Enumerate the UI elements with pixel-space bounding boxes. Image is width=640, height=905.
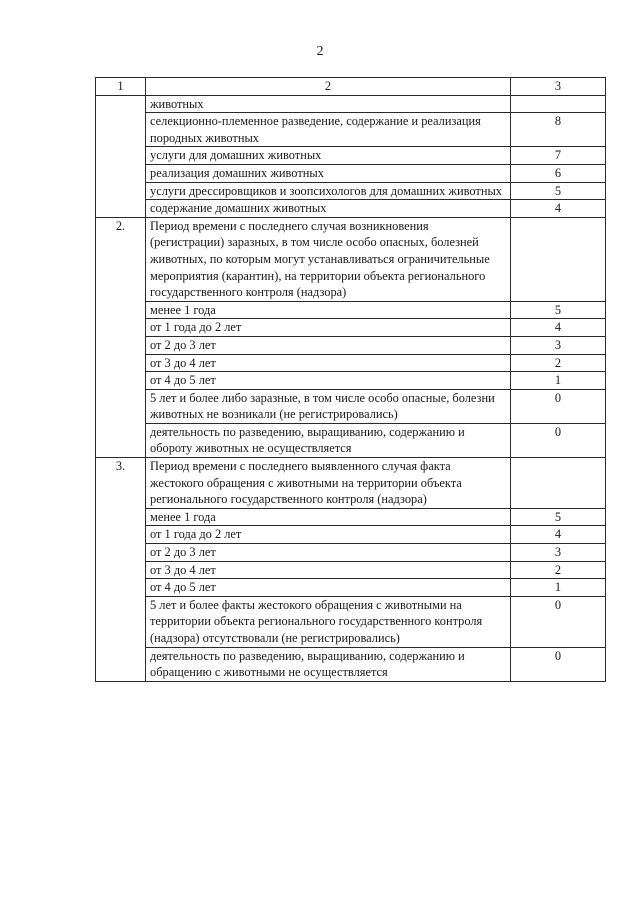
table-row: [96, 200, 606, 218]
section-title-row: [96, 217, 606, 301]
table-row: [96, 336, 606, 354]
criterion-score: 2: [511, 561, 606, 579]
criterion-score: 3: [511, 336, 606, 354]
table-row: [96, 147, 606, 165]
section-title: Период времени с последнего выявленного случая факта жестокого обращения с животными на территории объекта регионального государственного контроля (надзора): [146, 458, 511, 509]
criterion-text: животных: [146, 95, 511, 113]
table-row: [96, 596, 606, 647]
criterion-score: 4: [511, 526, 606, 544]
criterion-text: от 2 до 3 лет: [146, 544, 511, 562]
criterion-score: 0: [511, 423, 606, 457]
criterion-text: от 4 до 5 лет: [146, 579, 511, 597]
criterion-score-empty: [511, 217, 606, 301]
row-number-empty: [96, 95, 146, 217]
criterion-score: 0: [511, 647, 606, 681]
criterion-score: 5: [511, 508, 606, 526]
criterion-text: от 3 до 4 лет: [146, 561, 511, 579]
criterion-text: селекционно-племенное разведение, содержание и реализация породных животных: [146, 113, 511, 147]
criterion-text: реализация домашних животных: [146, 164, 511, 182]
table-row: [96, 113, 606, 147]
criterion-text: деятельность по разведению, выращиванию, содержанию и обороту животных не осуществляется: [146, 423, 511, 457]
section-number: 2.: [96, 217, 146, 457]
page-number: 2: [316, 44, 324, 59]
criterion-score: 8: [511, 113, 606, 147]
table-row: [96, 508, 606, 526]
criterion-score: 4: [511, 200, 606, 218]
table-row: [96, 561, 606, 579]
header-col-2: 2: [146, 78, 511, 96]
criterion-text: менее 1 года: [146, 301, 511, 319]
criterion-text: менее 1 года: [146, 508, 511, 526]
section-title: Период времени с последнего случая возникновения (регистрации) заразных, в том числе особо опасных, болезней животных, по которым могут устанавливаться ограничительные мероприятия (карантин), на территории объекта регионального государственного контроля (надзора): [146, 217, 511, 301]
criterion-score: 5: [511, 182, 606, 200]
table-row: [96, 354, 606, 372]
criterion-score: 2: [511, 354, 606, 372]
criterion-score: [511, 95, 606, 113]
criterion-score: 6: [511, 164, 606, 182]
table-row: [96, 526, 606, 544]
criterion-text: услуги дрессировщиков и зоопсихологов для домашних животных: [146, 182, 511, 200]
table-row: [96, 164, 606, 182]
criterion-text: от 1 года до 2 лет: [146, 526, 511, 544]
table-row: [96, 579, 606, 597]
criterion-text: от 3 до 4 лет: [146, 354, 511, 372]
criterion-text: от 1 года до 2 лет: [146, 319, 511, 337]
criterion-score: 5: [511, 301, 606, 319]
criterion-score: 7: [511, 147, 606, 165]
table-row: [96, 95, 606, 113]
criterion-score-empty: [511, 458, 606, 509]
criterion-text: от 2 до 3 лет: [146, 336, 511, 354]
table-row: [96, 301, 606, 319]
table-row: [96, 389, 606, 423]
criterion-score: 0: [511, 596, 606, 647]
table-row: [96, 182, 606, 200]
header-col-1: 1: [96, 78, 146, 96]
table-row: [96, 319, 606, 337]
table-header-row: [96, 78, 606, 96]
header-col-3: 3: [511, 78, 606, 96]
criterion-text: 5 лет и более либо заразные, в том числе особо опасные, болезни животных не возникали (не регистрировались): [146, 389, 511, 423]
criterion-text: 5 лет и более факты жестокого обращения с животными на территории объекта регионального государственного контроля (надзора) отсутствовали (не регистрировались): [146, 596, 511, 647]
criterion-score: 3: [511, 544, 606, 562]
section-number: 3.: [96, 458, 146, 682]
criterion-text: от 4 до 5 лет: [146, 372, 511, 390]
table-row: [96, 372, 606, 390]
criterion-text: содержание домашних животных: [146, 200, 511, 218]
criterion-score: 0: [511, 389, 606, 423]
table-row: [96, 544, 606, 562]
criterion-text: услуги для домашних животных: [146, 147, 511, 165]
criteria-table: [95, 77, 606, 682]
section-title-row: [96, 458, 606, 509]
criterion-score: 1: [511, 372, 606, 390]
criterion-text: деятельность по разведению, выращиванию, содержанию и обращению с животными не осуществляется: [146, 647, 511, 681]
table-row: [96, 647, 606, 681]
criterion-score: 4: [511, 319, 606, 337]
table-row: [96, 423, 606, 457]
criterion-score: 1: [511, 579, 606, 597]
